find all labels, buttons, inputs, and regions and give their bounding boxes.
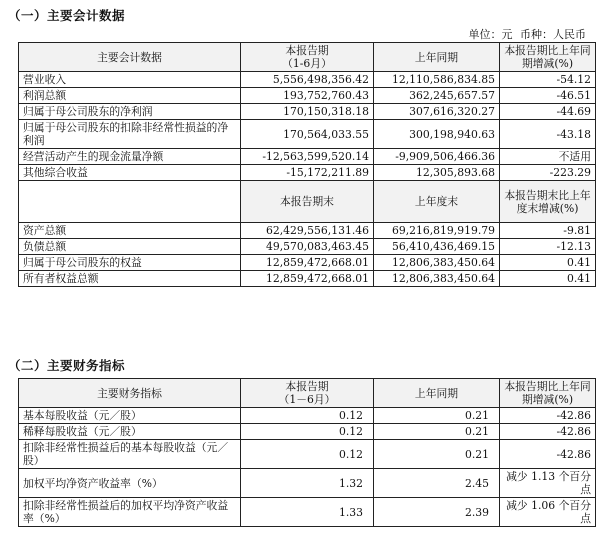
- header-change-end: 本报告期末比上年度末增减(%): [500, 181, 596, 223]
- row-label: 归属于母公司股东的扣除非经常性损益的净利润: [19, 120, 241, 149]
- row-label: 稀释每股收益（元／股）: [19, 424, 241, 440]
- last-value: 69,216,819,919.79: [374, 223, 500, 239]
- accounting-data-table: [18, 42, 596, 287]
- last-value: 2.45: [374, 469, 500, 498]
- table-row: [19, 223, 596, 239]
- row-label: 扣除非经常性损益后的加权平均净资产收益率（%）: [19, 498, 241, 527]
- change-value: 不适用: [500, 149, 596, 165]
- header-current-period: 本报告期 （1-6月）: [241, 43, 374, 72]
- current-value: 170,150,318.18: [241, 104, 374, 120]
- current-value: 49,570,083,463.45: [241, 239, 374, 255]
- financial-indicators-table: [18, 378, 596, 527]
- change-value: -42.86: [500, 408, 596, 424]
- table-row: [19, 104, 596, 120]
- change-value: -42.86: [500, 440, 596, 469]
- header-change: 本报告期比上年同期增减(%): [500, 379, 596, 408]
- current-value: 1.32: [241, 469, 374, 498]
- last-value: 0.21: [374, 408, 500, 424]
- last-value: 12,806,383,450.64: [374, 271, 500, 287]
- change-value: 0.41: [500, 255, 596, 271]
- table-row: [19, 408, 596, 424]
- header-blank-cell: [19, 181, 241, 223]
- current-value: 0.12: [241, 440, 374, 469]
- change-value: -43.18: [500, 120, 596, 149]
- last-value: 2.39: [374, 498, 500, 527]
- table-row: [19, 469, 596, 498]
- table-row: [19, 120, 596, 149]
- header-current-period: 本报告期 （1－6月）: [241, 379, 374, 408]
- current-value: -12,563,599,520.14: [241, 149, 374, 165]
- last-value: 12,305,893.68: [374, 165, 500, 181]
- change-value: 减少 1.13 个百分点: [500, 469, 596, 498]
- table-row: [19, 239, 596, 255]
- current-value: 12,859,472,668.01: [241, 255, 374, 271]
- table-row: [19, 271, 596, 287]
- change-value: -12.13: [500, 239, 596, 255]
- header-last-year-period: 上年同期: [374, 379, 500, 408]
- last-value: 0.21: [374, 424, 500, 440]
- row-label: 加权平均净资产收益率（%）: [19, 469, 241, 498]
- row-label: 扣除非经常性损益后的基本每股收益（元／股）: [19, 440, 241, 469]
- section1-title: （一）主要会计数据: [8, 8, 126, 23]
- row-label: 基本每股收益（元／股）: [19, 408, 241, 424]
- header-last-year-end: 上年度末: [374, 181, 500, 223]
- row-label: 负债总额: [19, 239, 241, 255]
- header-last-year-period: 上年同期: [374, 43, 500, 72]
- header-change: 本报告期比上年同期增减(%): [500, 43, 596, 72]
- table-row: [19, 498, 596, 527]
- change-value: -42.86: [500, 424, 596, 440]
- row-label: 所有者权益总额: [19, 271, 241, 287]
- header-indicator: 主要财务指标: [19, 379, 241, 408]
- last-value: 12,806,383,450.64: [374, 255, 500, 271]
- change-value: -9.81: [500, 223, 596, 239]
- change-value: -44.69: [500, 104, 596, 120]
- current-value: 170,564,033.55: [241, 120, 374, 149]
- change-value: -54.12: [500, 72, 596, 88]
- table-row: [19, 72, 596, 88]
- row-label: 其他综合收益: [19, 165, 241, 181]
- current-value: 5,556,498,356.42: [241, 72, 374, 88]
- last-value: 56,410,436,469.15: [374, 239, 500, 255]
- table-row: [19, 88, 596, 104]
- current-value: 12,859,472,668.01: [241, 271, 374, 287]
- last-value: 300,198,940.63: [374, 120, 500, 149]
- current-value: 193,752,760.43: [241, 88, 374, 104]
- last-value: 307,616,320.27: [374, 104, 500, 120]
- header-item: 主要会计数据: [19, 43, 241, 72]
- last-value: 0.21: [374, 440, 500, 469]
- table-row: [19, 165, 596, 181]
- row-label: 归属于母公司股东的权益: [19, 255, 241, 271]
- last-value: -9,909,506,466.36: [374, 149, 500, 165]
- current-value: 1.33: [241, 498, 374, 527]
- row-label: 归属于母公司股东的净利润: [19, 104, 241, 120]
- row-label: 营业收入: [19, 72, 241, 88]
- change-value: -46.51: [500, 88, 596, 104]
- current-value: -15,172,211.89: [241, 165, 374, 181]
- section2-title: （二）主要财务指标: [8, 358, 126, 373]
- last-value: 12,110,586,834.85: [374, 72, 500, 88]
- unit-currency-line: 单位：元 币种：人民币: [468, 28, 586, 41]
- change-value: 减少 1.06 个百分点: [500, 498, 596, 527]
- current-value: 62,429,556,131.46: [241, 223, 374, 239]
- current-value: 0.12: [241, 424, 374, 440]
- table-row: [19, 424, 596, 440]
- header-period-end: 本报告期末: [241, 181, 374, 223]
- table-row: [19, 440, 596, 469]
- change-value: 0.41: [500, 271, 596, 287]
- table-row: [19, 255, 596, 271]
- row-label: 经营活动产生的现金流量净额: [19, 149, 241, 165]
- last-value: 362,245,657.57: [374, 88, 500, 104]
- current-value: 0.12: [241, 408, 374, 424]
- row-label: 利润总额: [19, 88, 241, 104]
- row-label: 资产总额: [19, 223, 241, 239]
- table-row: [19, 149, 596, 165]
- change-value: -223.29: [500, 165, 596, 181]
